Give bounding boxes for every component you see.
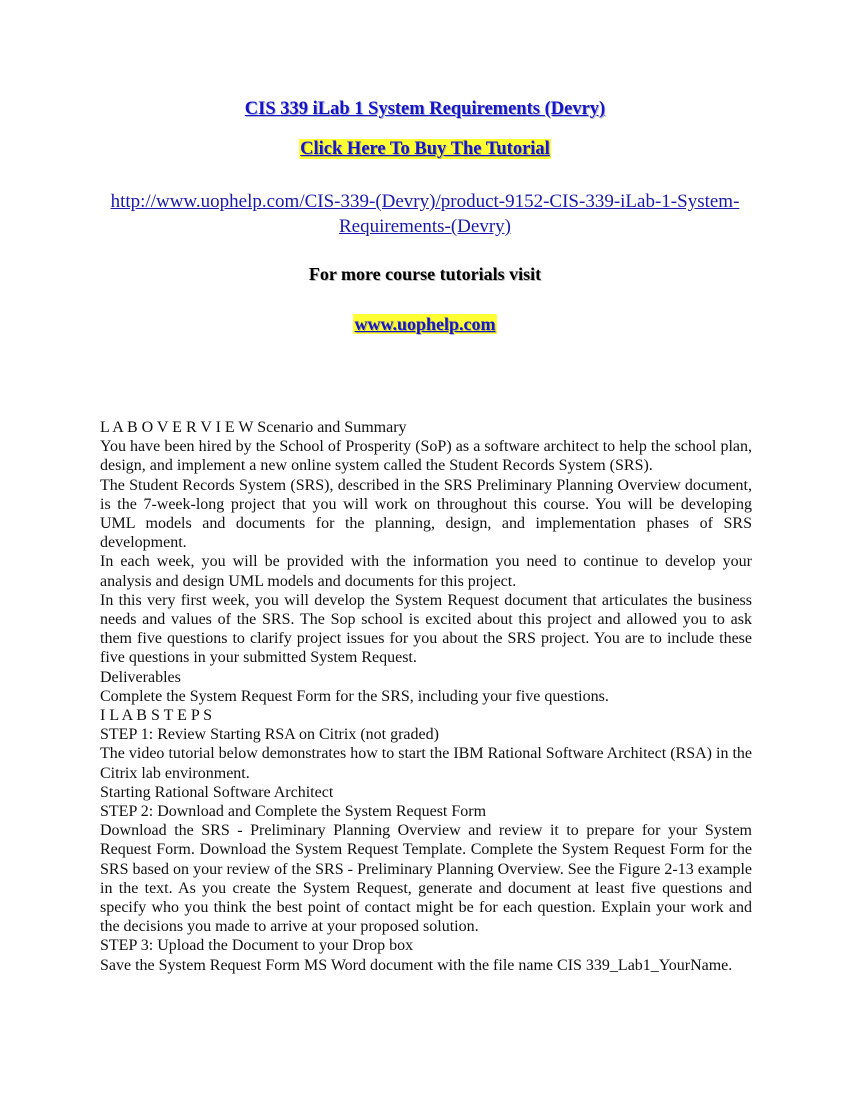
step-3-heading: STEP 3: Upload the Document to your Drop box bbox=[100, 937, 414, 955]
step-2-heading: STEP 2: Download and Complete the System Request Form bbox=[100, 803, 487, 821]
step-3-text: Save the System Request Form MS Word document with the file name CIS 339_Lab1_YourName. bbox=[100, 956, 733, 974]
buy-tutorial-link[interactable]: Click Here To Buy The Tutorial bbox=[300, 139, 550, 159]
step-1-heading: STEP 1: Review Starting RSA on Citrix (not graded) bbox=[100, 726, 439, 744]
site-link[interactable]: www.uophelp.com bbox=[354, 314, 496, 334]
step-1-text: The video tutorial below demonstrates how to start the IBM Rational Software Architect (RSA) in the Citrix lab environment. bbox=[100, 745, 752, 782]
title-link[interactable]: CIS 339 iLab 1 System Requirements (Devry) bbox=[244, 99, 606, 119]
product-url-line-2[interactable]: Requirements-(Devry) bbox=[339, 216, 511, 237]
lab-description bbox=[100, 418, 752, 975]
visit-heading: For more course tutorials visit bbox=[308, 264, 542, 284]
ilab-steps-heading: I L A B S T E P S bbox=[100, 707, 213, 725]
paragraph-srs-overview: The Student Records System (SRS), described in the SRS Preliminary Planning Overview document, is the 7-week-long project that you will work on throughout this course. You will be developing UML models and documents for the planning, design, and implementation phases of SRS development. bbox=[100, 476, 752, 552]
buy-link-container bbox=[0, 139, 850, 160]
deliverables-heading: Deliverables bbox=[100, 668, 181, 686]
product-url-line-1[interactable]: http://www.uophelp.com/CIS-339-(Devry)/product-9152-CIS-339-iLab-1-System- bbox=[110, 191, 740, 212]
lab-overview-heading: L A B O V E R V I E W Scenario and Summary bbox=[100, 419, 407, 436]
starting-rsa-label: Starting Rational Software Architect bbox=[100, 783, 334, 801]
site-link-container bbox=[0, 314, 850, 335]
step-2-text: Download the SRS - Preliminary Planning Overview and review it to prepare for your System Request Form. Download the System Request Template. Complete the System Request Form for the SRS based on your review of the SRS - Preliminary Planning Overview. See the Figure 2-13 example in the text. As you create the System Request, generate and document at least five questions and specify who you think the best point of contact might be for each question. Explain your work and the decisions you made to arrive at your proposed solution. bbox=[100, 822, 752, 936]
paragraph-hired: You have been hired by the School of Prosperity (SoP) as a software architect to help the school plan, design, and implement a new online system called the Student Records System (SRS). bbox=[100, 438, 752, 475]
paragraph-first-week: In this very first week, you will develop the System Request document that articulates the business needs and values of the SRS. The Sop school is excited about this project and allowed you to ask them five questions to clarify project issues for you about the SRS project. You are to include these five questions in your submitted System Request. bbox=[100, 591, 752, 667]
product-url-link[interactable] bbox=[0, 189, 850, 239]
deliverables-text: Complete the System Request Form for the SRS, including your five questions. bbox=[100, 687, 609, 705]
paragraph-each-week: In each week, you will be provided with the information you need to continue to develop your analysis and design UML models and documents for this project. bbox=[100, 553, 752, 590]
